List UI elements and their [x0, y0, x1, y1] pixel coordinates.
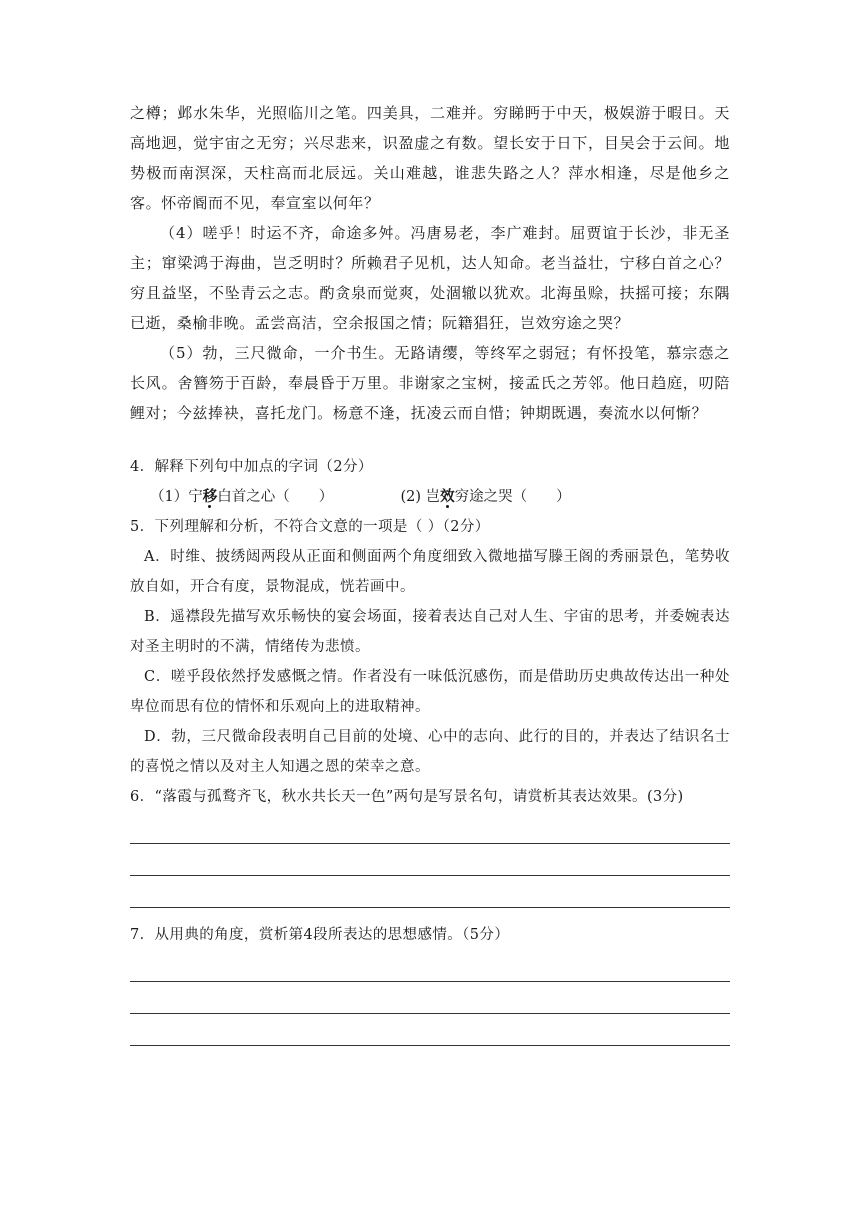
answer-line[interactable] — [130, 982, 730, 1014]
question-6-answer-area[interactable] — [130, 812, 730, 908]
question-4-item-2-prefix: (2) 岂 — [400, 489, 441, 505]
answer-line[interactable] — [130, 876, 730, 908]
question-5-option-a: A．时维、披绣闼两段从正面和侧面两个角度细致入微地描写滕王阁的秀丽景色，笔势收放自如，开合有度，景物混成，恍若画中。 — [130, 549, 730, 595]
question-5-option-b: B．遥襟段先描写欢乐畅快的宴会场面，接着表达自己对人生、宇宙的思考，并委婉表达对圣主明时的不满，情绪传为悲愤。 — [130, 609, 730, 655]
question-4-item-1-prefix: （1）宁 — [150, 489, 203, 505]
question-4-item-2-suffix: 穷途之哭（ ） — [454, 489, 571, 505]
question-4-stem: 4．解释下列句中加点的字词（2分） — [130, 459, 373, 475]
section-gap — [130, 428, 730, 452]
question-5-option-c: C．嗟乎段依然抒发感慨之情。作者没有一味低沉感伤，而是借助历史典故传达出一种处卑位而思有位的情怀和乐观向上的进取精神。 — [130, 669, 730, 715]
answer-line[interactable] — [130, 1014, 730, 1046]
answer-line[interactable] — [130, 812, 730, 844]
question-4-item-1-suffix: 白首之心（ ） — [217, 489, 334, 505]
question-6-stem: 6．“落霞与孤鹜齐飞，秋水共长天一色”两句是写景名句，请赏析其表达效果。(3分) — [130, 789, 684, 805]
passage-paragraph-4: （4）嗟乎！时运不齐，命途多舛。冯唐易老，李广难封。屈贾谊于长沙，非无圣主；窜梁鸿于海曲，岂乏明时？所赖君子见机，达人知命。老当益壮，宁移白首之心？穷且益坚，不坠青云之志。酌贪泉而觉爽，处涸辙以犹欢。北海虽赊，扶摇可接；东隅已逝，桑榆非晚。孟尝高洁，空余报国之情；阮籍猖狂，岂效穷途之哭？ — [130, 224, 730, 332]
question-4-item-1-dotted-char: 移 — [202, 488, 218, 505]
question-5-stem: 5．下列理解和分析，不符合文意的一项是（ ）（2分） — [130, 519, 490, 535]
answer-line[interactable] — [130, 950, 730, 982]
question-4-items — [130, 482, 730, 512]
answer-line[interactable] — [130, 844, 730, 876]
passage-paragraph-3-tail: 之樽；邺水朱华，光照临川之笔。四美具，二难并。穷睇眄于中天，极娱游于暇日。天高地迥，觉宇宙之无穷；兴尽悲来，识盈虚之有数。望长安于日下，目吴会于云间。地势极而南溟深，天柱高而北辰远。关山难越，谁悲失路之人？萍水相逢，尽是他乡之客。怀帝阍而不见，奉宣室以何年？ — [130, 104, 730, 212]
question-7-stem: 7．从用典的角度，赏析第4段所表达的思想感情。（5分） — [130, 927, 510, 943]
exam-page — [130, 98, 730, 1046]
question-4-item-2-dotted-char: 效 — [440, 488, 455, 505]
question-7-answer-area[interactable] — [130, 950, 730, 1046]
passage-paragraph-5: （5）勃，三尺微命，一介书生。无路请缨，等终军之弱冠；有怀投笔，慕宗悫之长风。舍簪笏于百龄，奉晨昏于万里。非谢家之宝树，接孟氏之芳邻。他日趋庭，叨陪鲤对；今兹捧袂，喜托龙门。杨意不逢，抚凌云而自惜；钟期既遇，奏流水以何惭？ — [130, 344, 730, 422]
question-5-option-d: D．勃，三尺微命段表明自己目前的处境、心中的志向、此行的目的，并表达了结识名士的喜悦之情以及对主人知遇之恩的荣幸之意。 — [130, 729, 730, 775]
